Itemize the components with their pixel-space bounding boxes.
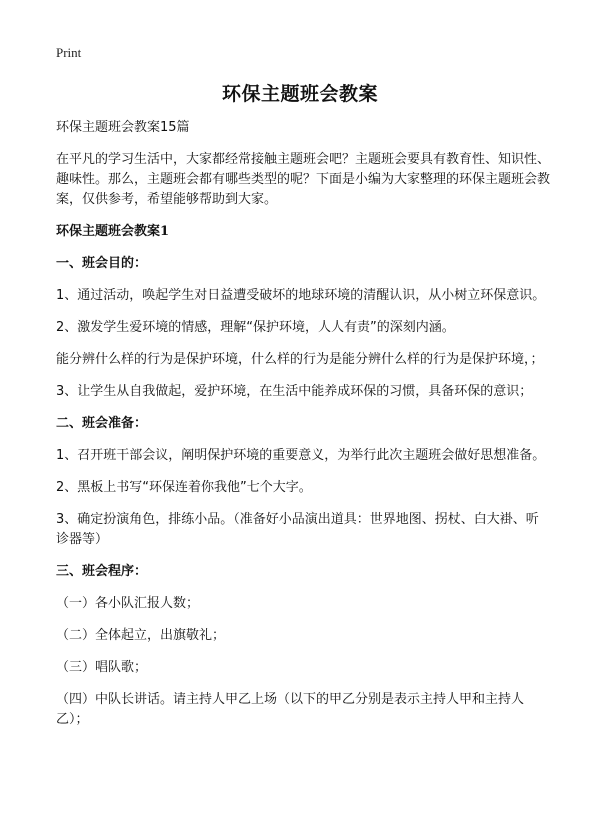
document-body [56, 118, 551, 742]
procedure-step-2: （二）全体起立，出旗敬礼； [56, 628, 226, 643]
procedure-step-1: （一）各小队汇报人数； [56, 596, 200, 611]
goal-item-1: 1、通过活动，唤起学生对日益遭受破坏的地球环境的清醒认识，从小树立环保意识。 [56, 288, 546, 303]
prep-item-2: 2、黑板上书写“环保连着你我他”七个大字。 [56, 480, 312, 495]
procedure-step-3: （三）唱队歌； [56, 660, 148, 675]
prep-item-3: 3、确定扮演角色，排练小品。（准备好小品演出道具：世界地图、拐杖、白大褂、听诊器等） [56, 512, 539, 547]
intro-paragraph: 在平凡的学习生活中，大家都经常接触主题班会吧？主题班会要具有教育性、知识性、趣味性。那么，主题班会都有哪些类型的呢？下面是小编为大家整理的环保主题班会教案，仅供参考，希望能够帮助到大家。 [56, 152, 551, 207]
goal-extra-paragraph: 能分辨什么样的行为是保护环境，什么样的行为是能分辨什么样的行为是保护环境，； [56, 352, 544, 367]
section-heading-procedure: 三、班会程序： [56, 564, 148, 579]
plan-title: 环保主题班会教案1 [56, 224, 170, 239]
prep-item-1: 1、召开班干部会议，阐明保护环境的重要意义，为举行此次主题班会做好思想准备。 [56, 448, 546, 463]
procedure-step-4: （四）中队长讲话。请主持人甲乙上场（以下的甲乙分别是表示主持人甲和主持人乙）； [56, 692, 525, 727]
goal-item-3: 3、让学生从自我做起，爱护环境，在生活中能养成环保的习惯，具备环保的意识； [56, 384, 533, 399]
print-link[interactable]: Print [56, 45, 82, 60]
goal-item-2: 2、激发学生爱环境的情感，理解“保护环境，人人有责”的深刻内涵。 [56, 320, 455, 335]
page-title: 环保主题班会教案 [221, 83, 378, 105]
section-heading-goals: 一、班会目的： [56, 256, 148, 271]
document-subtitle: 环保主题班会教案15篇 [56, 120, 190, 135]
section-heading-preparation: 二、班会准备： [56, 416, 148, 431]
